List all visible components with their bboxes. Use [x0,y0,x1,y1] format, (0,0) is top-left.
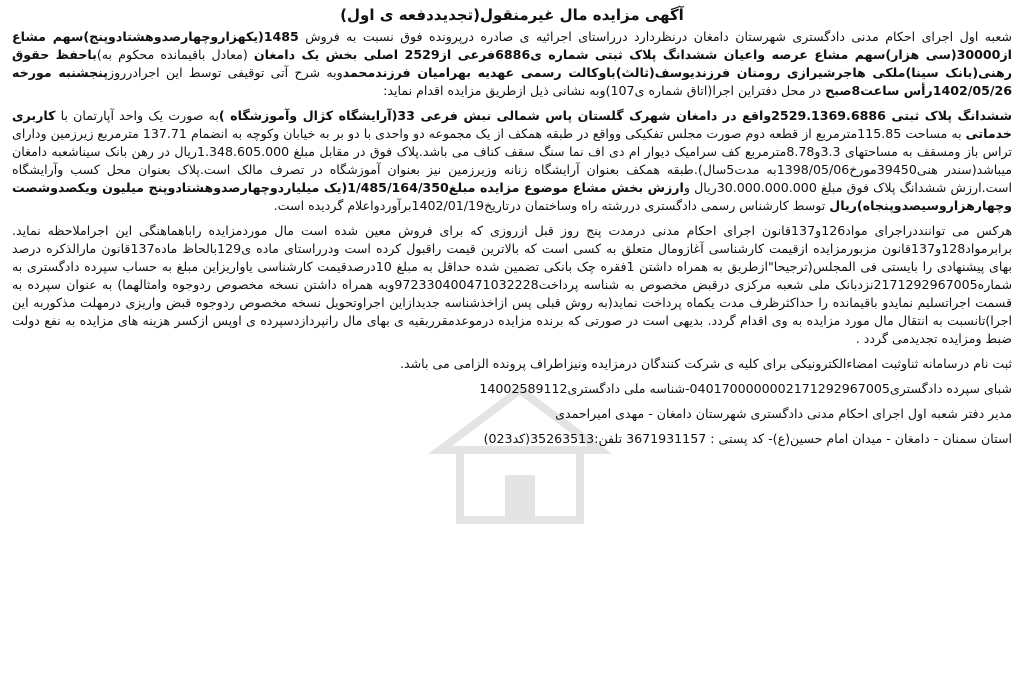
footer-line: شبای سپرده دادگستری0401700000002171292967005-شناسه ملی دادگستری14002589112 [479,381,1012,396]
footer-line: استان سمنان - دامغان - میدان امام حسین(ع)- کد پستی : 3671931157 تلفن:35263513(کد023) [483,431,1012,446]
bold-text-segment: ششدانگ پلاک ثبتی 2529.1369.6886واقع در دامغان شهرک گلستان پاس شمالی نبش فرعی 33(آرایشگاه کژال وآموزشگاه ) [218,108,1012,123]
text-segment: در محل دفتراین اجرا(اتاق شماره ی107)وبه نشانی ذیل ازطریق مزایده اقدام نماید: [383,83,826,98]
notice-title: آگهی مزایده مال غیرمنقول(تجدیددفعه ی اول) [340,6,684,24]
text-segment: (معادل باقیمانده محکوم به) [96,47,254,62]
text-segment: به مساحت 115.85مترمربع از قطعه دوم صورت مجلس تفکیکی وواقع در طبقه همکف از یک مجموعه دو واحدی با دو بر به خیابان وکوچه به انضمام 137.71 مترمربع زیرزمین ودارای تراس باز ومسقف به مساحتهای 3.3و8.78مترمربع کف سرامیک دیوار ام دی اف نما سنگ سقف کناف می باشد.پلاک فوق در مقابل مبلغ 1.348.605.000ریال در رهن بانک سیناشعبه دامغان میباشد(سندر هنی39450مورخ1398/05/06به مدت5سال).طبقه همکف بعنوان آرایشگاه زنانه وزیرزمین نیز بعنوان آموزشگاه در تصرف مالک است.پلاک بعنوان محل کسب وآرایشگاه است.ارزش ششدانگ پلاک فوق مبلغ 30.000.000.000ریال و [12,126,1012,195]
footer-line: ثبت نام درسامانه ثناوثبت امضاءالکترونیکی برای کلیه ی شرکت کنندگان درمزایده ونیزاطراف پرونده الزامی می باشد. [400,356,1012,371]
notice-paragraph [12,107,1012,215]
text-segment: وبه شرح آتی توقیفی توسط این اجرادرروز [108,65,343,80]
text-segment: توسط کارشناس رسمی دادگستری دررشته راه وساختمان درتاریخ1402/01/19برآوردواعلام گردیده است. [273,198,830,213]
text-segment: به صورت یک واحد آپارتمان با [55,108,219,123]
notice-paragraph [12,28,1012,100]
notice-body [12,28,1012,348]
bold-text-segment: ارزش بخش مشاع موضوع مزایده مبلغ1/485/164/350(یک میلیاردوچهارصدوهشتادوپنج میلیون ویکصدوشصت وچهارهزاروسیصدوپنجاه)ریال [12,180,1012,213]
bold-text-segment: پنجشنبه مورخه 1402/05/26رأس ساعت8صبح [12,65,1012,98]
text-segment: هرکس می تواننددراجرای مواد126و137قانون اجرای احکام مدنی درمدت پنج روز قبل ازروزی که برای فروش معین شده است مال موردمزایده راباهماهنگی این اجراملاحظه نماید. برابرمواد128و137قانون مزبورمزایده ازقیمت کارشناسی آغازومال متعلق به کسی است که بالاترین قیمت راقبول کرده است ودرراستای ماده ی129بالحاظ ماده137قانون مارالذکره درصد بهای پیشنهادی را بایستی فی المجلس(ترجیحا"ازطریق به همراه داشتن 1فقره چک بانکی تضمین شده حداقل به مبلغ 10درصدقیمت کارشناسی یاواریزاین مبلغ به حساب سپرده دادگستری به شماره2171292967005نزدبانک ملی شعبه مرکزی درقبض مخصوص به شناسه پرداخت972330400471032228وبه همراه داشتن نسخه مخصوص ردوجوه وامثالهما) به عنوان سپرده به قسمت اجراتسلیم نمایدو باقیمانده را حداکثرظرف مدت یکماه پرداخت نماید(به روش قبلی پس ازاخذشناسه جدیدازاین اجراوتحویل نسخه مخصوص ردوجوه قبض واریزی درمهلت مذکوربه این اجرا)تانسبت به انتقال مال مورد مزایده به وی اقدام گردد. بدیهی است در صورتی که برنده مزایده درموعدمقرربقیه ی بهای مال رانپردازدسپرده ی اوپس ازکسر هزینه های مزایده به نفع دولت ضبط ومزایده تجدیدمی گردد . [12,223,1013,346]
notice-paragraph [12,222,1012,348]
bold-text-segment: باحفظ حقوق رهنی(بانک سینا)ملکی هاجرشیرازی رومنان فرزندیوسف(ثالث)باوکالت رسمی عهدیه بهرامیان فرزندمحمد [12,47,1012,80]
text-segment: شعبه اول اجرای احکام مدنی دادگستری شهرستان دامغان درنظردارد درراستای اجرائیه ی صادره درپرونده فوق نسبت به فروش [298,29,1012,44]
bold-text-segment: 1485(یکهزاروچهارصدوهشتادوپنج)سهم مشاع از30000(سی هزار)سهم مشاع عرصه واعیان ششدانگ پلاک ثبتی شماره ی6886فرعی از2529 اصلی بخش یک دامغان [12,29,1012,62]
bold-text-segment: کاربری خدماتی [12,108,1012,141]
footer-line: مدیر دفتر شعبه اول اجرای احکام مدنی دادگستری شهرستان دامغان - مهدی امیراحمدی [555,406,1012,421]
notice-footer [12,355,1012,448]
